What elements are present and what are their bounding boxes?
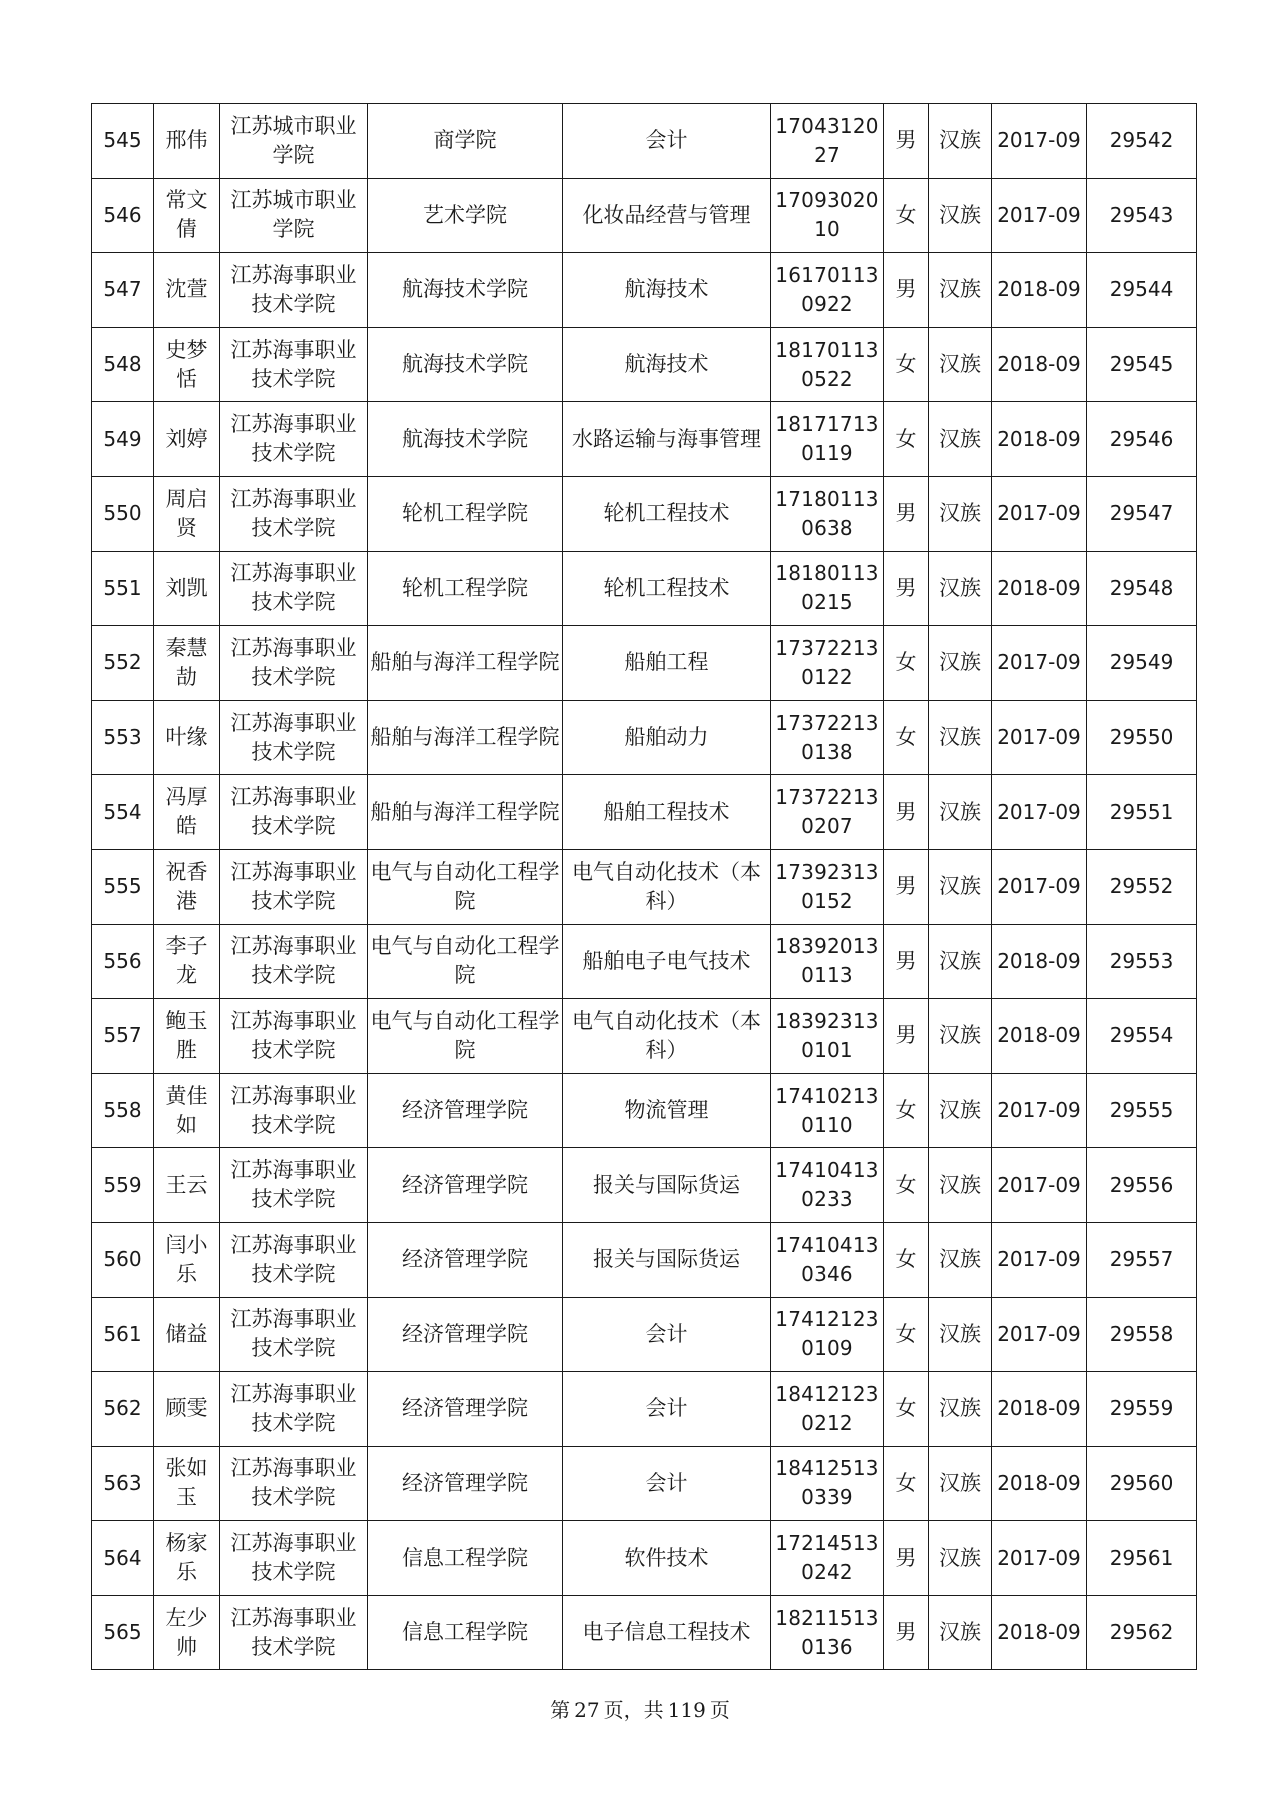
table-row [92, 402, 1197, 477]
cell-name: 冯厚皓 [154, 775, 220, 850]
cell-enrollment-date: 2018-09 [992, 551, 1087, 626]
cell-enrollment-date: 2017-09 [992, 849, 1087, 924]
cell-enrollment-date: 2017-09 [992, 476, 1087, 551]
table-row [92, 1073, 1197, 1148]
cell-serial-number: 29542 [1087, 104, 1197, 179]
cell-enrollment-date: 2018-09 [992, 999, 1087, 1074]
cell-student-number: 173722130122 [771, 626, 884, 701]
cell-major: 会计 [563, 1372, 771, 1447]
cell-school: 江苏海事职业技术学院 [220, 1372, 368, 1447]
cell-major: 物流管理 [563, 1073, 771, 1148]
cell-serial-number: 29548 [1087, 551, 1197, 626]
cell-student-number: 181701130522 [771, 327, 884, 402]
cell-major: 轮机工程技术 [563, 476, 771, 551]
cell-department: 航海技术学院 [368, 253, 563, 328]
table-row [92, 1148, 1197, 1223]
cell-index: 560 [92, 1222, 154, 1297]
cell-school: 江苏海事职业技术学院 [220, 253, 368, 328]
table-row [92, 1521, 1197, 1596]
cell-name: 顾雯 [154, 1372, 220, 1447]
cell-student-number: 171801130638 [771, 476, 884, 551]
cell-gender: 女 [884, 1148, 929, 1223]
cell-name: 史梦恬 [154, 327, 220, 402]
cell-school: 江苏海事职业技术学院 [220, 700, 368, 775]
table-row [92, 178, 1197, 253]
cell-department: 经济管理学院 [368, 1073, 563, 1148]
cell-major: 船舶工程技术 [563, 775, 771, 850]
cell-school: 江苏海事职业技术学院 [220, 1446, 368, 1521]
cell-student-number: 184125130339 [771, 1446, 884, 1521]
cell-enrollment-date: 2018-09 [992, 402, 1087, 477]
cell-index: 563 [92, 1446, 154, 1521]
cell-student-number: 174102130110 [771, 1073, 884, 1148]
cell-department: 经济管理学院 [368, 1297, 563, 1372]
cell-enrollment-date: 2017-09 [992, 1148, 1087, 1223]
cell-name: 常文倩 [154, 178, 220, 253]
cell-index: 551 [92, 551, 154, 626]
cell-serial-number: 29561 [1087, 1521, 1197, 1596]
cell-department: 船舶与海洋工程学院 [368, 775, 563, 850]
cell-gender: 男 [884, 849, 929, 924]
cell-school: 江苏海事职业技术学院 [220, 626, 368, 701]
cell-ethnicity: 汉族 [929, 253, 992, 328]
cell-student-number: 173722130207 [771, 775, 884, 850]
cell-serial-number: 29556 [1087, 1148, 1197, 1223]
cell-index: 552 [92, 626, 154, 701]
cell-index: 547 [92, 253, 154, 328]
cell-index: 557 [92, 999, 154, 1074]
table-row [92, 253, 1197, 328]
cell-enrollment-date: 2017-09 [992, 1297, 1087, 1372]
cell-student-number: 181801130215 [771, 551, 884, 626]
cell-student-number: 173722130138 [771, 700, 884, 775]
cell-index: 559 [92, 1148, 154, 1223]
cell-ethnicity: 汉族 [929, 104, 992, 179]
cell-enrollment-date: 2017-09 [992, 626, 1087, 701]
cell-ethnicity: 汉族 [929, 1446, 992, 1521]
cell-school: 江苏海事职业技术学院 [220, 775, 368, 850]
cell-gender: 女 [884, 178, 929, 253]
cell-serial-number: 29560 [1087, 1446, 1197, 1521]
footer-total-pages: 119 [667, 1698, 706, 1722]
cell-index: 561 [92, 1297, 154, 1372]
cell-name: 王云 [154, 1148, 220, 1223]
cell-department: 经济管理学院 [368, 1148, 563, 1223]
cell-student-number: 1704312027 [771, 104, 884, 179]
cell-enrollment-date: 2018-09 [992, 253, 1087, 328]
cell-enrollment-date: 2018-09 [992, 327, 1087, 402]
cell-ethnicity: 汉族 [929, 700, 992, 775]
cell-serial-number: 29547 [1087, 476, 1197, 551]
cell-index: 558 [92, 1073, 154, 1148]
cell-gender: 女 [884, 626, 929, 701]
cell-index: 553 [92, 700, 154, 775]
cell-index: 556 [92, 924, 154, 999]
footer-prefix: 第 [550, 1698, 571, 1722]
cell-ethnicity: 汉族 [929, 1297, 992, 1372]
cell-department: 艺术学院 [368, 178, 563, 253]
cell-major: 电气自动化技术（本科） [563, 849, 771, 924]
cell-gender: 女 [884, 1222, 929, 1297]
page-footer [0, 1694, 1280, 1723]
cell-school: 江苏海事职业技术学院 [220, 551, 368, 626]
footer-page-number: 27 [574, 1698, 600, 1722]
cell-school: 江苏海事职业技术学院 [220, 402, 368, 477]
cell-student-number: 174104130346 [771, 1222, 884, 1297]
table-row [92, 1446, 1197, 1521]
cell-major: 船舶工程 [563, 626, 771, 701]
cell-student-number: 181717130119 [771, 402, 884, 477]
cell-name: 周启贤 [154, 476, 220, 551]
cell-major: 航海技术 [563, 327, 771, 402]
cell-name: 黄佳如 [154, 1073, 220, 1148]
cell-name: 邢伟 [154, 104, 220, 179]
cell-gender: 男 [884, 999, 929, 1074]
cell-major: 船舶电子电气技术 [563, 924, 771, 999]
cell-gender: 男 [884, 924, 929, 999]
cell-enrollment-date: 2017-09 [992, 775, 1087, 850]
cell-ethnicity: 汉族 [929, 924, 992, 999]
cell-school: 江苏城市职业学院 [220, 104, 368, 179]
cell-name: 沈萱 [154, 253, 220, 328]
cell-major: 水路运输与海事管理 [563, 402, 771, 477]
cell-school: 江苏海事职业技术学院 [220, 476, 368, 551]
cell-ethnicity: 汉族 [929, 476, 992, 551]
cell-index: 545 [92, 104, 154, 179]
cell-serial-number: 29554 [1087, 999, 1197, 1074]
cell-major: 船舶动力 [563, 700, 771, 775]
cell-ethnicity: 汉族 [929, 1372, 992, 1447]
table-row [92, 700, 1197, 775]
cell-student-number: 182115130136 [771, 1595, 884, 1670]
cell-gender: 男 [884, 551, 929, 626]
table-row [92, 849, 1197, 924]
cell-student-number: 173923130152 [771, 849, 884, 924]
cell-serial-number: 29546 [1087, 402, 1197, 477]
cell-major: 航海技术 [563, 253, 771, 328]
cell-gender: 男 [884, 775, 929, 850]
cell-serial-number: 29558 [1087, 1297, 1197, 1372]
cell-school: 江苏海事职业技术学院 [220, 1222, 368, 1297]
table-row [92, 476, 1197, 551]
cell-department: 电气与自动化工程学院 [368, 849, 563, 924]
cell-gender: 男 [884, 253, 929, 328]
table-row [92, 1372, 1197, 1447]
cell-enrollment-date: 2018-09 [992, 924, 1087, 999]
cell-major: 电气自动化技术（本科） [563, 999, 771, 1074]
cell-student-number: 161701130922 [771, 253, 884, 328]
cell-department: 电气与自动化工程学院 [368, 924, 563, 999]
cell-ethnicity: 汉族 [929, 775, 992, 850]
cell-ethnicity: 汉族 [929, 402, 992, 477]
cell-serial-number: 29562 [1087, 1595, 1197, 1670]
cell-school: 江苏海事职业技术学院 [220, 1073, 368, 1148]
footer-middle: 页，共 [603, 1698, 664, 1722]
table-row [92, 924, 1197, 999]
cell-enrollment-date: 2018-09 [992, 1372, 1087, 1447]
cell-name: 左少帅 [154, 1595, 220, 1670]
cell-index: 546 [92, 178, 154, 253]
table-row [92, 104, 1197, 179]
cell-name: 储益 [154, 1297, 220, 1372]
cell-school: 江苏海事职业技术学院 [220, 849, 368, 924]
roster-table [91, 103, 1197, 1670]
cell-school: 江苏海事职业技术学院 [220, 1297, 368, 1372]
cell-serial-number: 29552 [1087, 849, 1197, 924]
cell-enrollment-date: 2017-09 [992, 1521, 1087, 1596]
table-row [92, 999, 1197, 1074]
cell-student-number: 172145130242 [771, 1521, 884, 1596]
cell-enrollment-date: 2018-09 [992, 1446, 1087, 1521]
cell-ethnicity: 汉族 [929, 1073, 992, 1148]
cell-ethnicity: 汉族 [929, 327, 992, 402]
cell-name: 刘婷 [154, 402, 220, 477]
footer-suffix: 页 [709, 1698, 730, 1722]
cell-major: 软件技术 [563, 1521, 771, 1596]
roster-body [92, 104, 1197, 1670]
cell-gender: 女 [884, 402, 929, 477]
cell-name: 叶缘 [154, 700, 220, 775]
cell-enrollment-date: 2017-09 [992, 104, 1087, 179]
cell-ethnicity: 汉族 [929, 999, 992, 1074]
cell-name: 李子龙 [154, 924, 220, 999]
cell-department: 信息工程学院 [368, 1595, 563, 1670]
cell-school: 江苏海事职业技术学院 [220, 1521, 368, 1596]
table-row [92, 1297, 1197, 1372]
table-row [92, 1222, 1197, 1297]
cell-index: 549 [92, 402, 154, 477]
cell-department: 经济管理学院 [368, 1446, 563, 1521]
cell-department: 经济管理学院 [368, 1372, 563, 1447]
table-row [92, 327, 1197, 402]
cell-major: 会计 [563, 1297, 771, 1372]
cell-index: 564 [92, 1521, 154, 1596]
cell-school: 江苏海事职业技术学院 [220, 1148, 368, 1223]
cell-major: 化妆品经营与管理 [563, 178, 771, 253]
cell-department: 航海技术学院 [368, 402, 563, 477]
cell-name: 闫小乐 [154, 1222, 220, 1297]
cell-major: 电子信息工程技术 [563, 1595, 771, 1670]
cell-ethnicity: 汉族 [929, 551, 992, 626]
cell-gender: 女 [884, 1073, 929, 1148]
cell-serial-number: 29555 [1087, 1073, 1197, 1148]
cell-serial-number: 29557 [1087, 1222, 1197, 1297]
cell-department: 船舶与海洋工程学院 [368, 626, 563, 701]
cell-serial-number: 29544 [1087, 253, 1197, 328]
cell-gender: 男 [884, 476, 929, 551]
cell-name: 刘凯 [154, 551, 220, 626]
cell-ethnicity: 汉族 [929, 849, 992, 924]
cell-enrollment-date: 2017-09 [992, 1073, 1087, 1148]
cell-serial-number: 29550 [1087, 700, 1197, 775]
cell-enrollment-date: 2018-09 [992, 1595, 1087, 1670]
cell-ethnicity: 汉族 [929, 626, 992, 701]
table-row [92, 775, 1197, 850]
cell-index: 550 [92, 476, 154, 551]
table-row [92, 1595, 1197, 1670]
cell-department: 信息工程学院 [368, 1521, 563, 1596]
cell-department: 轮机工程学院 [368, 476, 563, 551]
cell-gender: 男 [884, 1595, 929, 1670]
cell-index: 548 [92, 327, 154, 402]
cell-name: 秦慧劼 [154, 626, 220, 701]
cell-ethnicity: 汉族 [929, 1521, 992, 1596]
cell-major: 轮机工程技术 [563, 551, 771, 626]
cell-student-number: 184121230212 [771, 1372, 884, 1447]
cell-school: 江苏海事职业技术学院 [220, 999, 368, 1074]
table-row [92, 551, 1197, 626]
cell-index: 555 [92, 849, 154, 924]
cell-ethnicity: 汉族 [929, 178, 992, 253]
cell-index: 565 [92, 1595, 154, 1670]
cell-gender: 男 [884, 104, 929, 179]
cell-department: 轮机工程学院 [368, 551, 563, 626]
cell-student-number: 183920130113 [771, 924, 884, 999]
cell-student-number: 183923130101 [771, 999, 884, 1074]
cell-ethnicity: 汉族 [929, 1148, 992, 1223]
cell-enrollment-date: 2017-09 [992, 1222, 1087, 1297]
cell-serial-number: 29553 [1087, 924, 1197, 999]
cell-school: 江苏海事职业技术学院 [220, 327, 368, 402]
cell-gender: 女 [884, 1372, 929, 1447]
cell-school: 江苏城市职业学院 [220, 178, 368, 253]
cell-index: 554 [92, 775, 154, 850]
cell-enrollment-date: 2017-09 [992, 700, 1087, 775]
cell-major: 报关与国际货运 [563, 1148, 771, 1223]
cell-student-number: 174121230109 [771, 1297, 884, 1372]
cell-gender: 女 [884, 1297, 929, 1372]
cell-serial-number: 29543 [1087, 178, 1197, 253]
cell-name: 鲍玉胜 [154, 999, 220, 1074]
cell-gender: 男 [884, 1521, 929, 1596]
cell-school: 江苏海事职业技术学院 [220, 1595, 368, 1670]
cell-department: 电气与自动化工程学院 [368, 999, 563, 1074]
cell-name: 张如玉 [154, 1446, 220, 1521]
cell-gender: 女 [884, 1446, 929, 1521]
cell-student-number: 174104130233 [771, 1148, 884, 1223]
cell-serial-number: 29549 [1087, 626, 1197, 701]
cell-name: 祝香港 [154, 849, 220, 924]
cell-major: 会计 [563, 1446, 771, 1521]
cell-student-number: 1709302010 [771, 178, 884, 253]
cell-index: 562 [92, 1372, 154, 1447]
cell-department: 经济管理学院 [368, 1222, 563, 1297]
cell-gender: 女 [884, 700, 929, 775]
cell-major: 会计 [563, 104, 771, 179]
cell-department: 商学院 [368, 104, 563, 179]
cell-gender: 女 [884, 327, 929, 402]
cell-major: 报关与国际货运 [563, 1222, 771, 1297]
cell-serial-number: 29545 [1087, 327, 1197, 402]
cell-school: 江苏海事职业技术学院 [220, 924, 368, 999]
cell-serial-number: 29551 [1087, 775, 1197, 850]
cell-ethnicity: 汉族 [929, 1222, 992, 1297]
cell-enrollment-date: 2017-09 [992, 178, 1087, 253]
cell-name: 杨家乐 [154, 1521, 220, 1596]
cell-department: 船舶与海洋工程学院 [368, 700, 563, 775]
cell-department: 航海技术学院 [368, 327, 563, 402]
cell-ethnicity: 汉族 [929, 1595, 992, 1670]
cell-serial-number: 29559 [1087, 1372, 1197, 1447]
table-row [92, 626, 1197, 701]
